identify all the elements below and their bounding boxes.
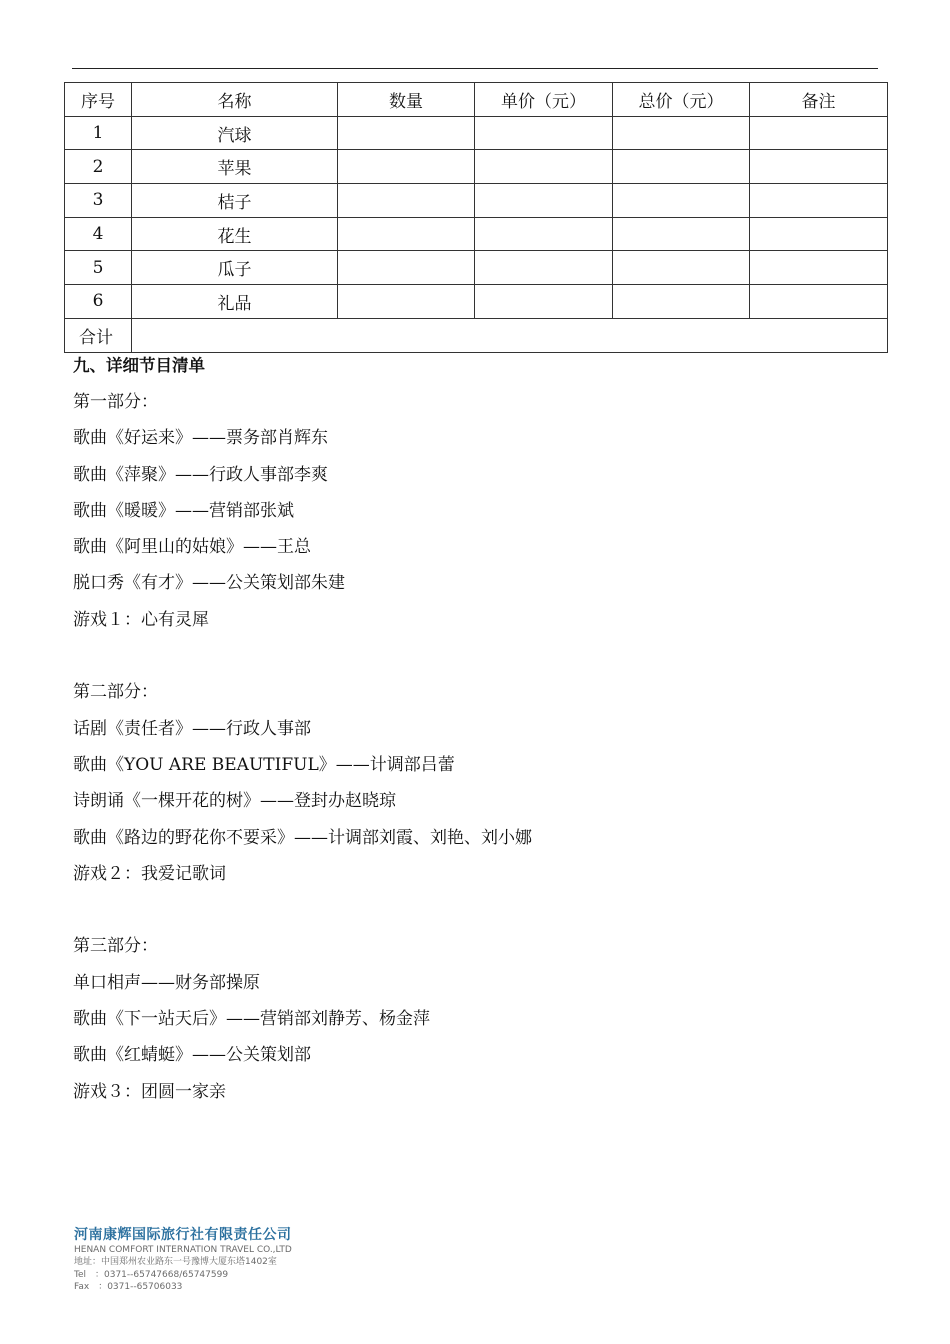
row-total-price: [613, 217, 750, 251]
row-remarks: [750, 150, 888, 184]
table-row: [65, 217, 888, 251]
row-no: 5: [65, 251, 132, 285]
company-footer: [74, 1226, 292, 1294]
row-no: 1: [65, 116, 132, 150]
total-value: [132, 318, 888, 352]
header-cell-unit-price: 单价（元）: [475, 83, 613, 117]
table-row: [65, 251, 888, 285]
company-fax: Fax ：0371--65706033: [74, 1282, 183, 1292]
row-quantity: [338, 150, 475, 184]
header-cell-quantity: 数量: [338, 83, 475, 117]
row-total-price: [613, 150, 750, 184]
program-item: 歌曲《下一站天后》——营销部刘静芳、杨金萍: [73, 1009, 430, 1030]
row-quantity: [338, 251, 475, 285]
row-name: 桔子: [132, 184, 338, 218]
row-no: 6: [65, 285, 132, 319]
header-cell-name: 名称: [132, 83, 338, 117]
header-cell-no: 序号: [65, 83, 132, 117]
table-row: [65, 150, 888, 184]
row-name: 瓜子: [132, 251, 338, 285]
row-unit-price: [475, 285, 613, 319]
row-name: 花生: [132, 217, 338, 251]
program-item: 单口相声——财务部操原: [73, 972, 260, 993]
row-no: 4: [65, 217, 132, 251]
table-row: [65, 116, 888, 150]
program-item: 歌曲《好运来》——票务部肖辉东: [73, 428, 328, 449]
header-cell-total-price: 总价（元）: [613, 83, 750, 117]
row-quantity: [338, 285, 475, 319]
row-unit-price: [475, 150, 613, 184]
program-item: 诗朗诵《一棵开花的树》——登封办赵晓琼: [73, 791, 396, 812]
table-total-row: [65, 318, 888, 352]
row-remarks: [750, 217, 888, 251]
section-heading: 九、详细节目清单: [73, 356, 205, 375]
part-title: 第三部分：: [73, 936, 158, 957]
program-item: 游戏２：我爱记歌词: [73, 863, 226, 884]
row-unit-price: [475, 217, 613, 251]
row-unit-price: [475, 251, 613, 285]
row-name: 礼品: [132, 285, 338, 319]
row-remarks: [750, 116, 888, 150]
spacer: [73, 638, 873, 674]
company-address: 地址：中国郑州农业路东一号豫博大厦东塔1402室: [74, 1257, 277, 1267]
row-no: 3: [65, 184, 132, 218]
row-unit-price: [475, 184, 613, 218]
row-total-price: [613, 285, 750, 319]
row-name: 汽球: [132, 116, 338, 150]
program-item: 歌曲《暖暖》——营销部张斌: [73, 500, 294, 521]
table-row: [65, 184, 888, 218]
spacer: [73, 892, 873, 928]
row-no: 2: [65, 150, 132, 184]
part-title: 第一部分：: [73, 392, 158, 412]
row-quantity: [338, 217, 475, 251]
program-item: 歌曲《YOU ARE BEAUTIFUL》——计调部吕蕾: [73, 754, 455, 775]
program-item: 歌曲《路边的野花你不要采》——计调部刘霞、刘艳、刘小娜: [73, 827, 532, 848]
row-remarks: [750, 251, 888, 285]
part-title: 第二部分：: [73, 682, 158, 703]
row-name: 苹果: [132, 150, 338, 184]
row-quantity: [338, 116, 475, 150]
budget-table: [64, 82, 888, 353]
header-rule: [72, 68, 878, 69]
header-cell-remarks: 备注: [750, 83, 888, 117]
company-tel: Tel ：0371--65747668/65747599: [74, 1269, 229, 1280]
table-row: [65, 285, 888, 319]
row-unit-price: [475, 116, 613, 150]
program-item: 话剧《责任者》——行政人事部: [73, 718, 311, 739]
program-item: 歌曲《红蜻蜓》——公关策划部: [73, 1045, 311, 1066]
row-total-price: [613, 184, 750, 218]
program-item: 歌曲《萍聚》——行政人事部李爽: [73, 464, 328, 485]
row-quantity: [338, 184, 475, 218]
row-total-price: [613, 251, 750, 285]
row-remarks: [750, 285, 888, 319]
program-list: [73, 348, 873, 1110]
table-header-row: [65, 83, 888, 117]
company-name-en: HENAN COMFORT INTERNATION TRAVEL CO.,LTD: [74, 1245, 292, 1255]
program-item: 歌曲《阿里山的姑娘》——王总: [73, 537, 311, 558]
program-item: 游戏１：心有灵犀: [73, 609, 209, 630]
row-total-price: [613, 116, 750, 150]
company-name-cn: 河南康辉国际旅行社有限责任公司: [74, 1227, 292, 1243]
program-item: 脱口秀《有才》——公关策划部朱建: [73, 573, 345, 594]
program-item: 游戏３：团圆一家亲: [73, 1081, 226, 1102]
total-label: 合计: [65, 318, 132, 352]
row-remarks: [750, 184, 888, 218]
